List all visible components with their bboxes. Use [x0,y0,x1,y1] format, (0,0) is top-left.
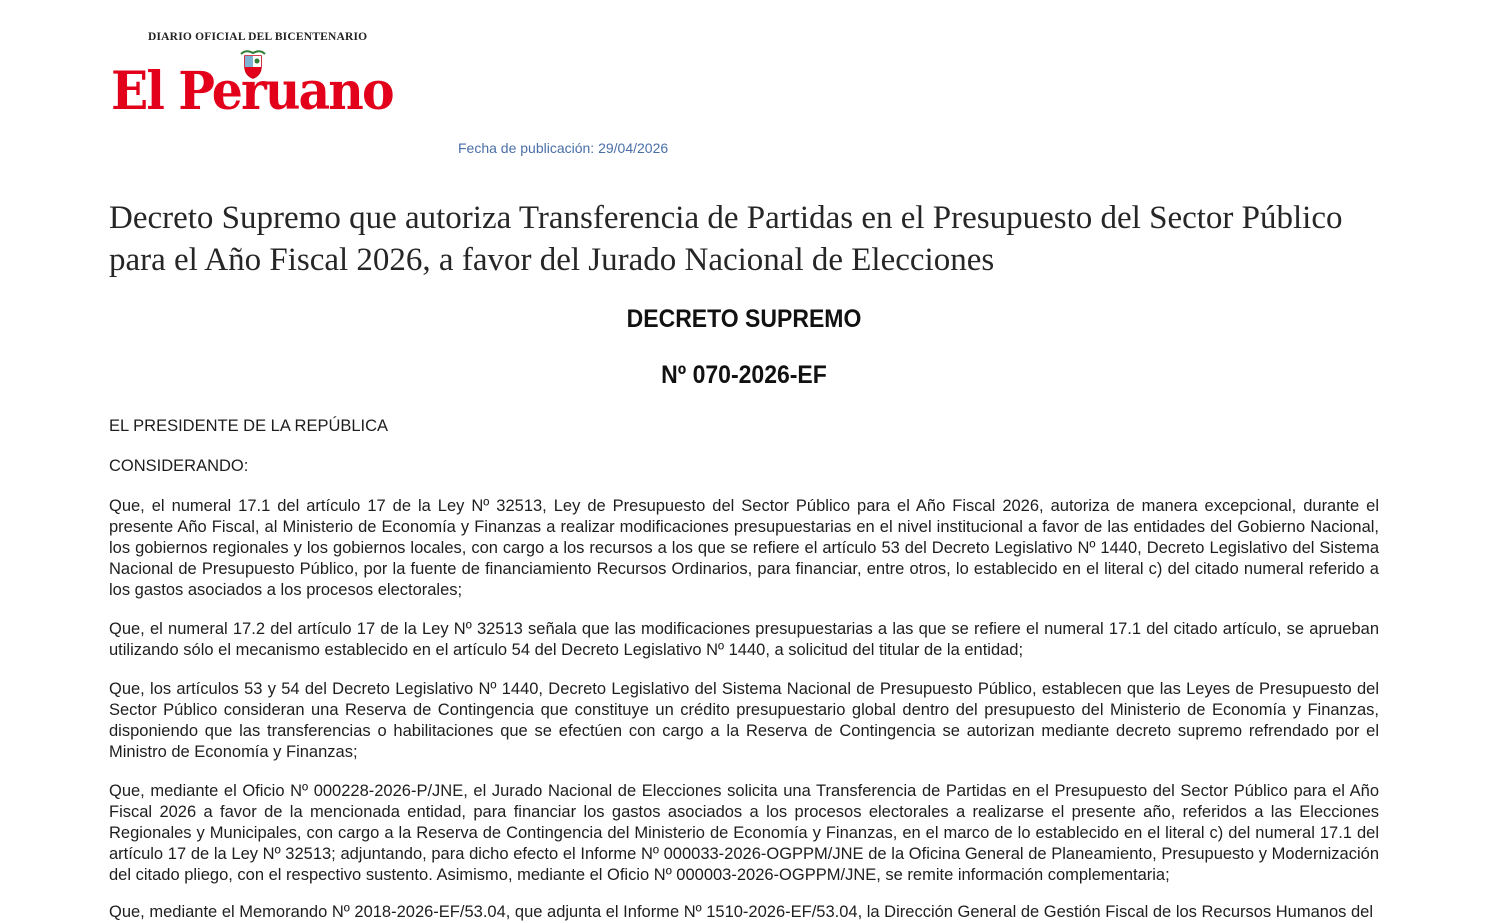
masthead-subtitle: DIARIO OFICIAL DEL BICENTENARIO [148,31,368,43]
publication-date: Fecha de publicación: 29/04/2026 [458,140,669,156]
issuer-line: EL PRESIDENTE DE LA REPÚBLICA [109,417,389,435]
paragraph: Que, mediante el Oficio Nº 000228-2026-P/JNE, el Jurado Nacional de Elecciones solicita una Transferencia de Partidas en el Presupuesto del Sector Público para el Año Fiscal 2026 a favor de la mencionada entidad, para financiar los gastos asociados a los procesos electorales a realizarse el presente año, referidos a las Elecciones Regionales y Municipales, con cargo a la Reserva de Contingencia del Ministerio de Economía y Finanzas, en el marco de lo establecido en el literal c) del numeral 17.1 del artículo 17 de la Ley Nº 32513; adjuntando, para dicho efecto el Informe Nº 000033-2026-OGPPM/JNE de la Oficina General de Planeamiento, Presupuesto y Modernización del citado pliego, con el respectivo sustento. Asimismo, mediante el Oficio Nº 000003-2026-OGPPM/JNE, se remite información complementaria; [109,782,1379,884]
masthead [110,28,410,128]
decree-number: Nº 070-2026-EF [661,361,827,389]
masthead-logo: El Peruano [111,61,393,122]
decree-label: DECRETO SUPREMO [626,305,862,333]
paragraph: Que, mediante el Memorando Nº 2018-2026-EF/53.04, que adjunta el Informe Nº 1510-2026-EF/53.04, la Dirección General de Gestión Fiscal de los Recursos Humanos del [109,903,1373,921]
paragraph: Que, el numeral 17.1 del artículo 17 de la Ley Nº 32513, Ley de Presupuesto del Sector Público para el Año Fiscal 2026, autoriza de manera excepcional, durante el presente Año Fiscal, al Ministerio de Economía y Finanzas a realizar modificaciones presupuestarias en el nivel institucional a favor de las entidades del Gobierno Nacional, los gobiernos regionales y los gobiernos locales, con cargo a los recursos a los que se refiere el artículo 53 del Decreto Legislativo Nº 1440, Decreto Legislativo del Sistema Nacional de Presupuesto Público, por la fuente de financiamiento Recursos Ordinarios, para financiar, entre otros, lo establecido en el literal c) del citado numeral referido a los gastos asociados a los procesos electorales; [109,497,1379,599]
paragraph: Que, el numeral 17.2 del artículo 17 de la Ley Nº 32513 señala que las modificaciones presupuestarias a las que se refiere el numeral 17.1 del citado artículo, se aprueban utilizando sólo el mecanismo establecido en el artículo 54 del Decreto Legislativo Nº 1440, a solicitud del titular de la entidad; [109,620,1379,659]
considering-heading: CONSIDERANDO: [109,457,249,475]
document-title: Decreto Supremo que autoriza Transferencia de Partidas en el Presupuesto del Sector Público para el Año Fiscal 2026, a favor del Jurado Nacional de Elecciones [109,200,1343,278]
paragraph: Que, los artículos 53 y 54 del Decreto Legislativo Nº 1440, Decreto Legislativo del Sistema Nacional de Presupuesto Público, establecen que las Leyes de Presupuesto del Sector Público consideran una Reserva de Contingencia que constituye un crédito presupuestario global dentro del presupuesto del Ministerio de Economía y Finanzas, disponiendo que las transferencias o habilitaciones que se efectúen con cargo a la Reserva de Contingencia se autorizan mediante decreto supremo refrendado por el Ministro de Economía y Finanzas; [109,680,1379,761]
